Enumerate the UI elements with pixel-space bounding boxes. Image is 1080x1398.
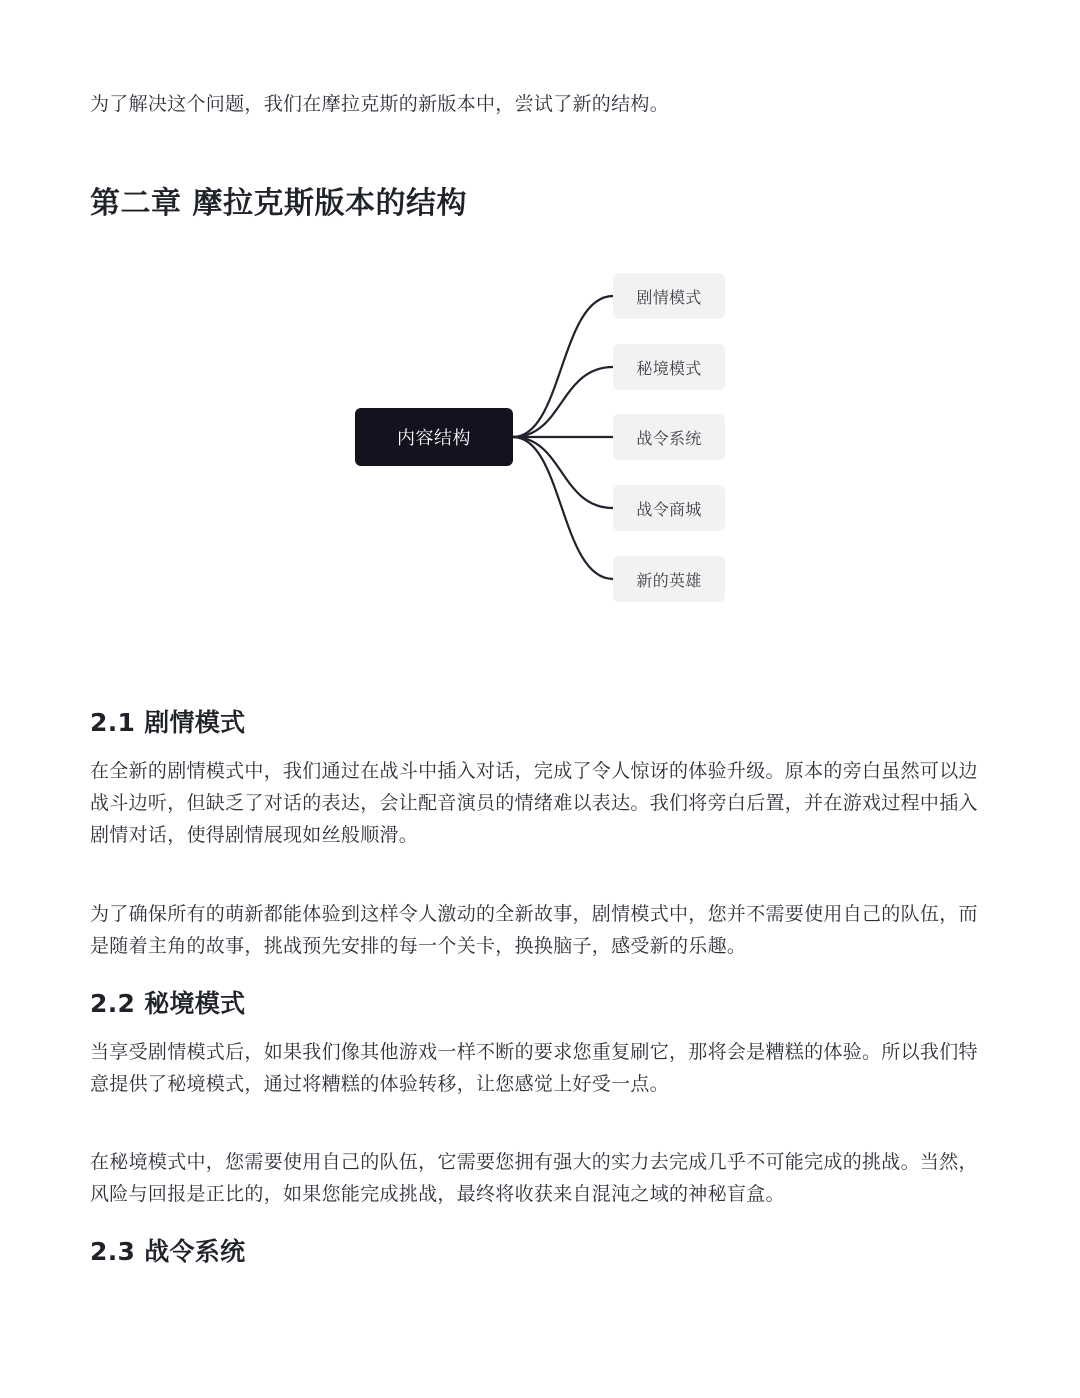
connector-4: [513, 437, 613, 508]
mindmap-branch-secret-realm-mode: 秘境模式: [613, 344, 725, 390]
section-2-1-paragraph-2: 为了确保所有的萌新都能体验到这样令人激动的全新故事，剧情模式中，您并不需要使用自己的队伍，而是随着主角的故事，挑战预先安排的每一个关卡，换换脑子，感受新的乐趣。: [90, 903, 978, 957]
connector-2: [513, 367, 613, 437]
connector-1: [513, 296, 613, 437]
section-2-1-paragraph-1: 在全新的剧情模式中，我们通过在战斗中插入对话，完成了令人惊讶的体验升级。原本的旁白虽然可以边战斗边听，但缺乏了对话的表达，会让配音演员的情绪难以表达。我们将旁白后置，并在游戏过程中插入剧情对话，使得剧情展现如丝般顺滑。: [90, 760, 978, 846]
mindmap-branch-new-heroes: 新的英雄: [613, 556, 725, 602]
section-heading-2-2: 2.2 秘境模式: [90, 989, 246, 1018]
section-2-2-paragraph-2: 在秘境模式中，您需要使用自己的队伍，它需要您拥有强大的实力去完成几乎不可能完成的挑战。当然，风险与回报是正比的，如果您能完成挑战，最终将收获来自混沌之域的神秘盲盒。: [90, 1151, 978, 1205]
chapter-title: 第二章 摩拉克斯版本的结构: [90, 186, 467, 221]
section-heading-2-3: 2.3 战令系统: [90, 1237, 246, 1266]
mindmap-branch-story-mode: 剧情模式: [613, 273, 725, 319]
section-heading-2-1: 2.1 剧情模式: [90, 708, 246, 737]
mindmap-branch-battle-pass: 战令系统: [613, 414, 725, 460]
mindmap-root-node: 内容结构: [355, 408, 513, 466]
mindmap-branch-battle-pass-shop: 战令商城: [613, 485, 725, 531]
section-2-2-paragraph-1: 当享受剧情模式后，如果我们像其他游戏一样不断的要求您重复刷它，那将会是糟糕的体验。所以我们特意提供了秘境模式，通过将糟糕的体验转移，让您感觉上好受一点。: [90, 1041, 978, 1095]
connector-5: [513, 437, 613, 579]
intro-paragraph: 为了解决这个问题，我们在摩拉克斯的新版本中，尝试了新的结构。: [90, 93, 670, 115]
